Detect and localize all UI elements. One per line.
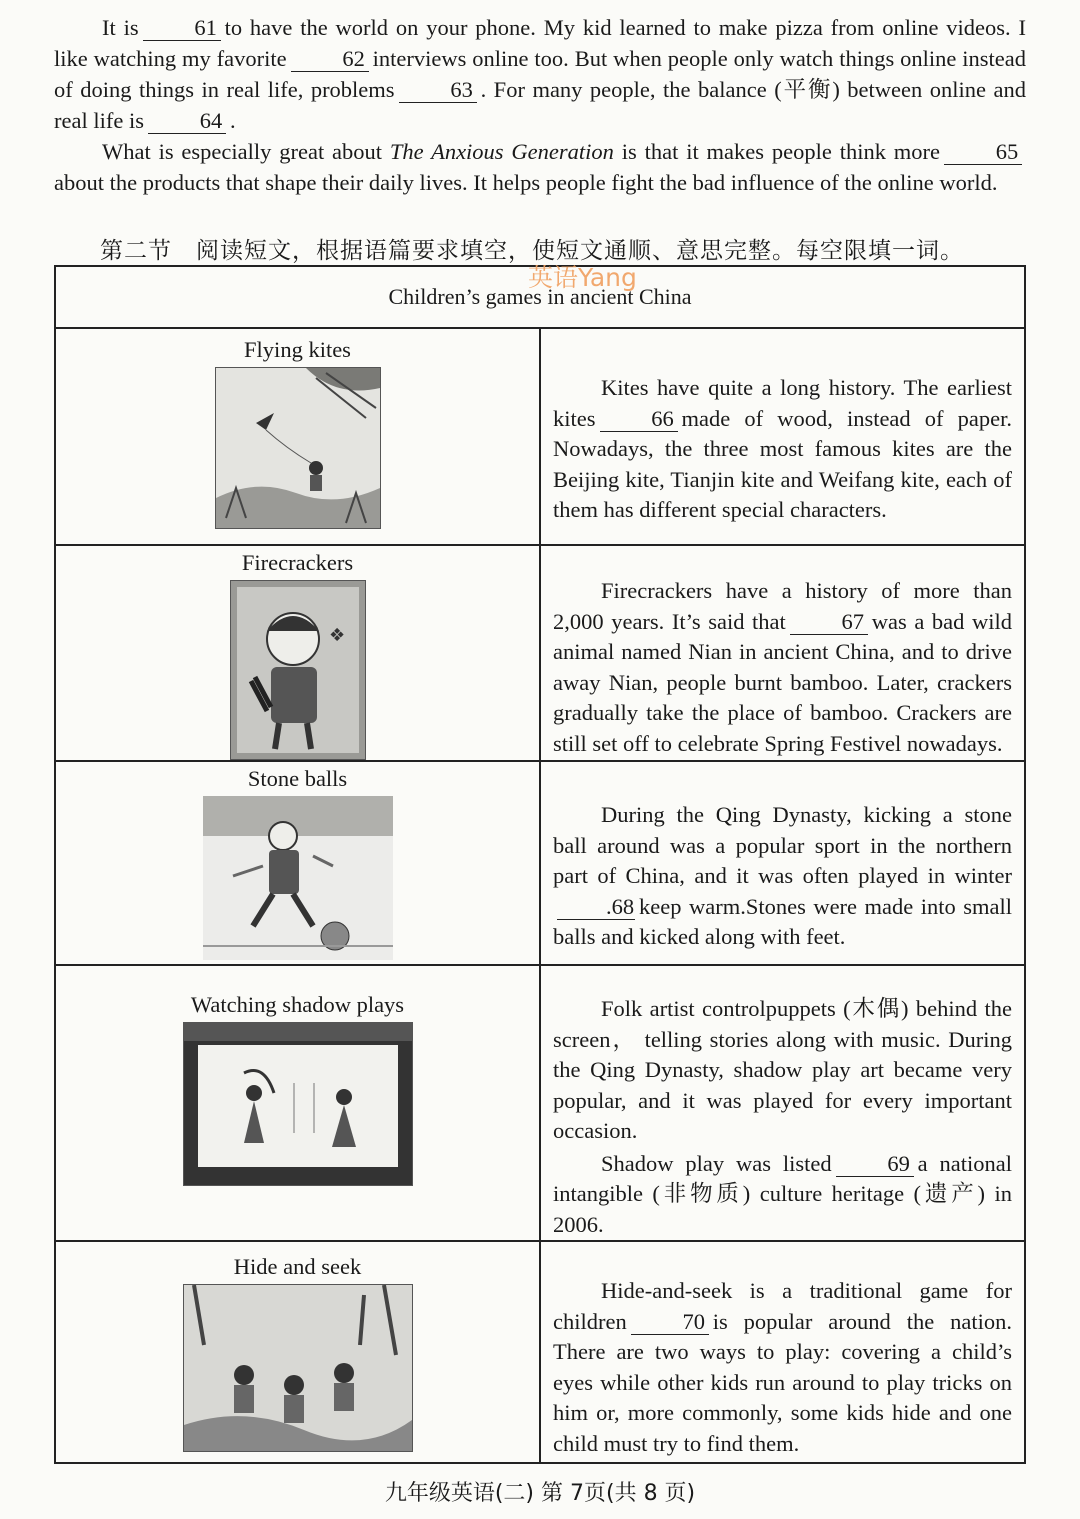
reading-passage — [54, 12, 1026, 198]
passage-text: It is — [102, 15, 139, 40]
stone-ball-picture — [203, 796, 393, 960]
book-title: The Anxious Generation — [389, 139, 614, 164]
shadow-play-picture — [183, 1022, 413, 1186]
description-text: made of wood, instead of paper. Nowadays, the three most famous kites are the Beijing kite, Tianjin kite and Weifang kite, each of them has different special characters. — [553, 405, 1012, 522]
passage-text: is that it makes people think more — [621, 139, 941, 164]
firecracker-boy-picture — [230, 580, 366, 760]
passage-text: . For many people, the balance (平衡) between online and real life is — [54, 77, 1026, 133]
svg-text:❖: ❖ — [328, 625, 345, 646]
game-description — [541, 373, 1024, 526]
description-cell — [540, 545, 1025, 761]
blank-61: 61 — [143, 16, 221, 41]
description-text: Kites have quite a long history. The earliest kites — [553, 375, 1012, 431]
game-description — [541, 800, 1024, 953]
passage-text: What is especially great about — [102, 139, 383, 164]
blank-70: 70 — [631, 1310, 709, 1335]
table-row — [55, 545, 1025, 761]
description-cell — [540, 328, 1025, 545]
table-row — [55, 761, 1025, 965]
page-footer: 九年级英语(二) 第 7页(共 8 页) — [384, 1481, 696, 1506]
description-text: Shadow play was listed — [601, 1150, 832, 1176]
game-cell — [55, 545, 540, 761]
game-description — [541, 1276, 1024, 1459]
game-name: Flying kites — [244, 337, 351, 362]
table-row — [55, 965, 1025, 1241]
game-cell — [55, 328, 540, 545]
games-table — [54, 265, 1026, 1464]
passage-text: . — [229, 108, 236, 133]
game-description — [541, 994, 1024, 1240]
description-text: was a bad wild animal named Nian in ancient China, and to drive away Nian, people burnt bamboo. Later, crackers gradually take the place of bamboo. Crackers are still set off to celebrate Spring Festivel nowadays. — [553, 608, 1012, 756]
blank-66: 66 — [600, 407, 678, 432]
table-row — [55, 1241, 1025, 1463]
passage-text: about the products that shape their daily lives. It helps people fight the bad influence of the online world. — [54, 170, 998, 195]
passage-paragraph-2 — [54, 136, 1026, 198]
blank-65: 65 — [944, 140, 1022, 165]
watermark: 英语Yang — [528, 263, 637, 292]
description-text: During the Qing Dynasty, kicking a stone ball around was a popular sport in the northern part of China, and it was often played in winter — [553, 802, 1012, 888]
game-name: Stone balls — [247, 766, 348, 791]
description-text: keep warm.Stones were made into small balls and kicked along with feet. — [553, 893, 1012, 949]
description-text: Folk artist controlpuppets (木偶) behind the screen， telling stories along with music. During the Qing Dynasty, shadow play art became very popular, and it was played for every important occasion. — [553, 996, 1012, 1143]
game-name: Watching shadow plays — [190, 992, 405, 1017]
kite-picture — [215, 367, 381, 529]
game-name: Hide and seek — [233, 1254, 362, 1279]
description-text: is popular around the nation. There are two ways to play: covering a child’s eyes while other kids run around to play tricks on him or, more commonly, some kids hide and one child must try to find them. — [553, 1308, 1012, 1456]
game-cell — [55, 1241, 540, 1463]
blank-68: .68 — [557, 895, 635, 920]
description-cell — [540, 1241, 1025, 1463]
game-cell — [55, 965, 540, 1241]
hide-and-seek-picture — [183, 1284, 413, 1452]
blank-67: 67 — [790, 610, 868, 635]
table-title: Children’s games in ancient China — [55, 266, 1025, 328]
game-name: Firecrackers — [241, 550, 354, 575]
passage-paragraph-1 — [54, 12, 1026, 136]
description-text: a national intangible (非物质) culture heritage (遗产) in 2006. — [553, 1150, 1012, 1237]
description-cell — [540, 965, 1025, 1241]
table-row — [55, 328, 1025, 545]
blank-64: 64 — [148, 109, 226, 134]
description-cell — [540, 761, 1025, 965]
passage-text: interviews online too. But when people only watch things online instead of doing things in real life, problems — [54, 46, 1026, 102]
game-description — [541, 576, 1024, 759]
blank-62: 62 — [291, 47, 369, 72]
game-cell — [55, 761, 540, 965]
section-title: 第二节 阅读短文，根据语篇要求填空，使短文通顺、意思完整。每空限填一词。 — [100, 238, 964, 264]
description-text: Firecrackers have a history of more than 2,000 years. It’s said that — [553, 578, 1012, 634]
description-text: Hide-and-seek is a traditional game for children — [553, 1278, 1012, 1334]
passage-text: to have the world on your phone. My kid learned to make pizza from online videos. I like watching my favorite — [54, 15, 1026, 71]
blank-63: 63 — [399, 78, 477, 103]
blank-69: 69 — [836, 1152, 914, 1177]
